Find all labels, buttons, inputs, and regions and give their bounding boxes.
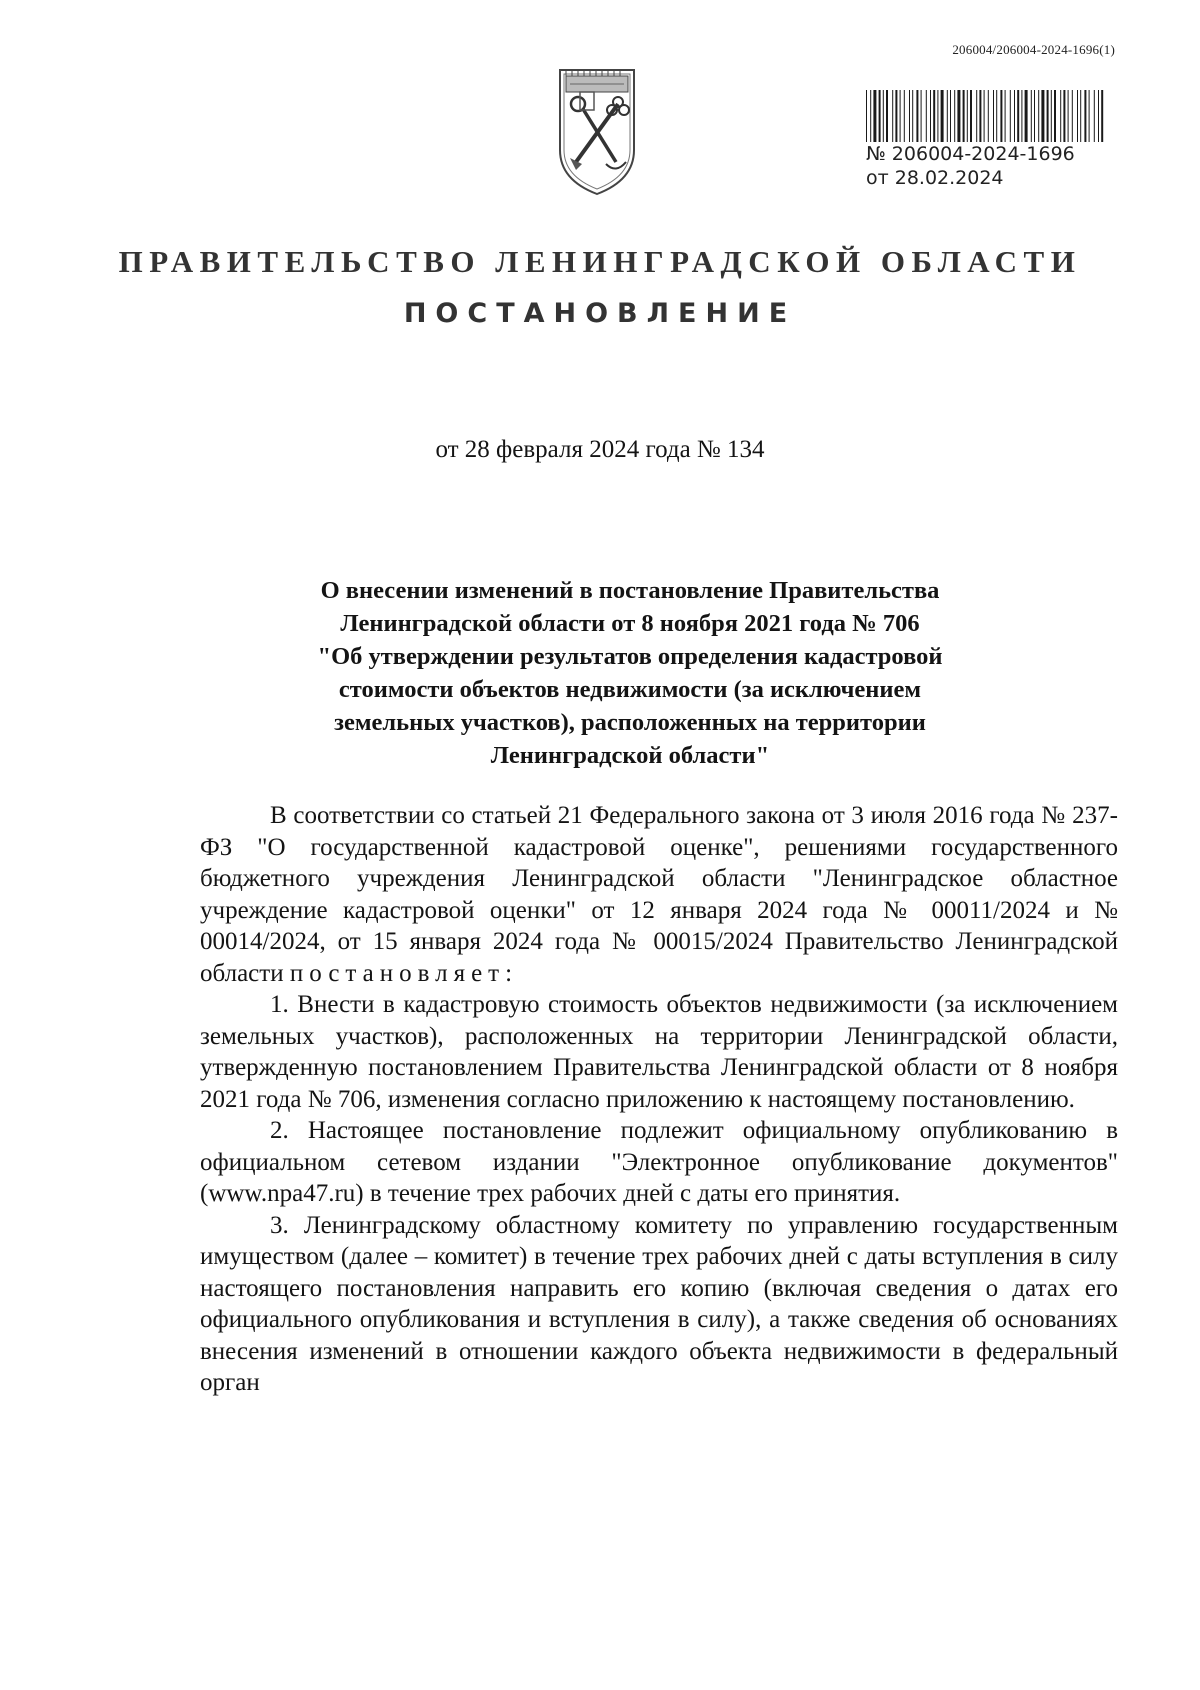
subject-line: Ленинградской области от 8 ноября 2021 года № 706 [340, 610, 920, 637]
numbered-paragraph: 3. Ленинградскому областному комитету по управлению государственным имуществом (далее – комитет) в течение трех рабочих дней с даты вступления в силу настоящего постановления направить его копию (включая сведения о датах его официального опубликования и вступления в силу), а также сведения об основаниях внесения изменений в отношении каждого объекта недвижимости в федеральный орган [200, 1211, 1118, 1396]
registration-date: от 28.02.2024 [866, 167, 1004, 189]
coat-of-arms-icon [556, 64, 638, 196]
registration-block [866, 142, 1075, 190]
document-subject [260, 574, 1000, 772]
decree-word: постановляет: [289, 959, 519, 987]
registration-number: № 206004-2024-1696 [866, 143, 1075, 165]
subject-line: стоимости объектов недвижимости (за исключением [338, 676, 922, 703]
barcode-icon [864, 90, 1106, 142]
subject-line: "Об утверждении результатов определения кадастровой [317, 643, 943, 670]
numbered-paragraph: 2. Настоящее постановление подлежит официальному опубликованию в официальном сетевом издании "Электронное опубликование документов" (www.npa47.ru) в течение трех рабочих дней с даты его принятия. [200, 1117, 1118, 1207]
preamble-paragraph [200, 800, 1118, 989]
numbered-paragraph: 1. Внести в кадастровую стоимость объектов недвижимости (за исключением земельных участков), расположенных на территории Ленинградской области, утвержденную постановлением Правительства Ленинградской области от 8 ноября 2021 года № 706, изменения согласно приложению к настоящему постановлению. [200, 991, 1118, 1113]
document-type: ПОСТАНОВЛЕНИЕ [403, 298, 797, 329]
government-title: ПРАВИТЕЛЬСТВО ЛЕНИНГРАДСКОЙ ОБЛАСТИ [118, 244, 1082, 279]
preamble-text: В соответствии со статьей 21 Федерального закона от 3 июля 2016 года № 237-ФЗ "О государственной кадастровой оценке", решениями государственного бюджетного учреждения Ленинградской области "Ленинградское областное учреждение кадастровой оценки" от 12 января 2024 года № 00011/2024 и № 00014/2024, от 15 января 2024 года № 00015/2024 Правительство Ленинградской области [200, 802, 1118, 987]
document-code: 206004/206004-2024-1696(1) [952, 42, 1115, 57]
subject-line: земельных участков), расположенных на территории [334, 709, 926, 736]
document-body [200, 800, 1118, 1399]
subject-line: Ленинградской области" [490, 742, 770, 769]
document-date-line: от 28 февраля 2024 года № 134 [435, 436, 765, 463]
subject-line: О внесении изменений в постановление Правительства [320, 577, 940, 604]
